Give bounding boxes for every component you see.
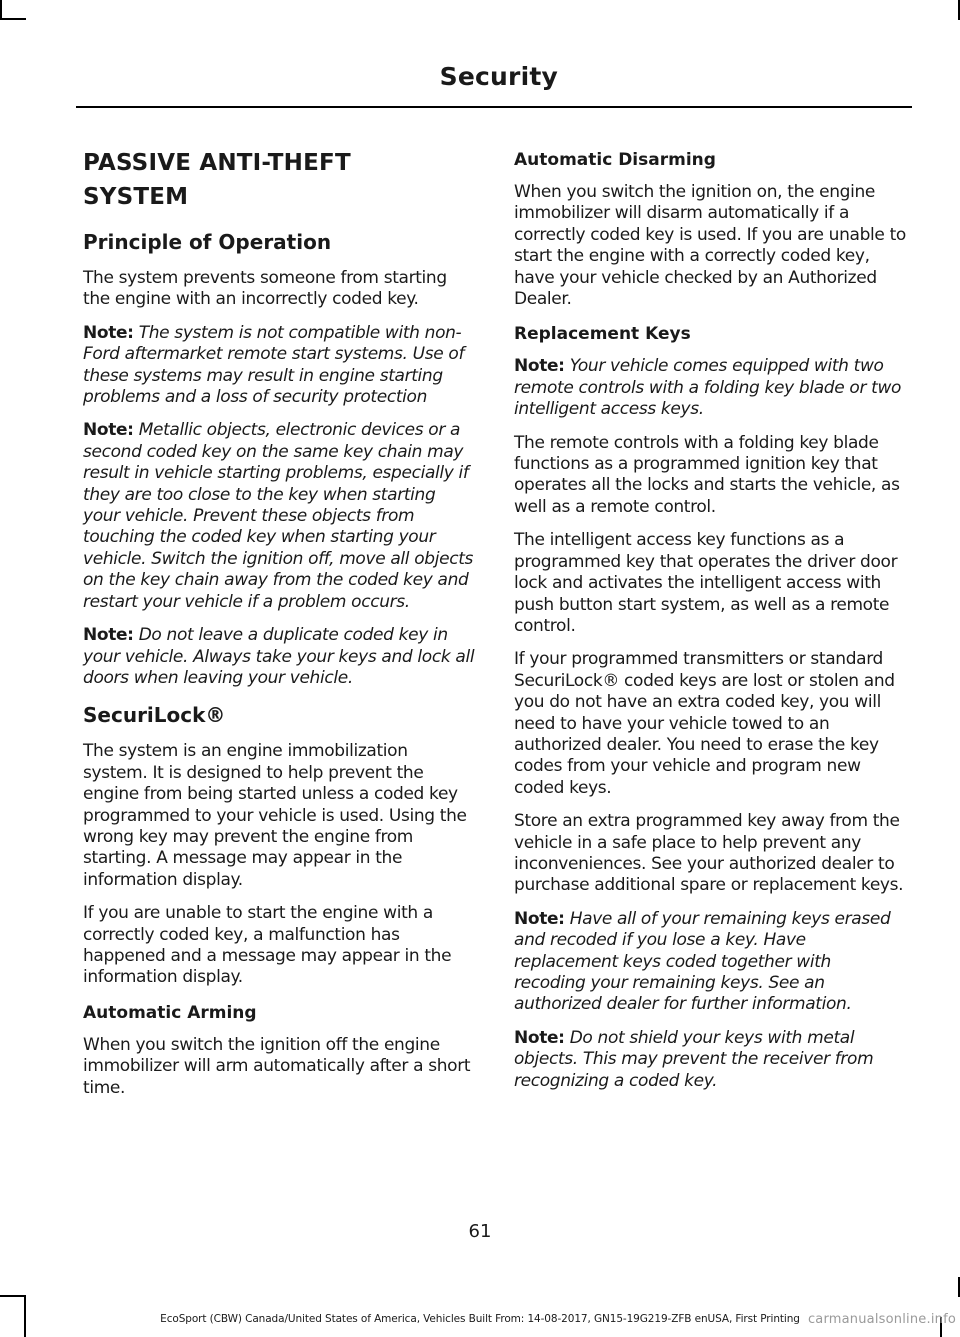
note-text: Have all of your remaining keys erased and recoded if you lose a key. Have replacement keys coded together with recoding your remaining keys. See an authorized dealer for further information. xyxy=(514,908,891,1015)
note-text: The system is not compatible with non-Ford aftermarket remote start systems. Use of these systems may result in engine starting problems and a loss of security protection xyxy=(83,322,465,408)
crop-mark xyxy=(0,18,26,20)
header-divider xyxy=(76,106,912,108)
securilock-heading: SecuriLock® xyxy=(83,703,226,728)
note-label: Note: xyxy=(514,356,565,377)
replacement-paragraph-4: Store an extra programmed key away from the vehicle in a safe place to help prevent any inconveniences. See your authorized dealer to purchase additional spare or replacement keys. xyxy=(514,811,904,896)
arming-paragraph: When you switch the ignition off the engine immobilizer will arm automatically after a short time. xyxy=(83,1034,471,1098)
principle-heading: Principle of Operation xyxy=(83,230,332,254)
section-title: Security xyxy=(439,62,558,91)
footer-text: EcoSport (CBW) Canada/United States of America, Vehicles Built From: 14-08-2017, GN15-19G219-ZFB enUSA, First Printing xyxy=(160,1313,800,1325)
replacement-heading: Replacement Keys xyxy=(514,324,691,345)
note-metallic-objects xyxy=(83,420,475,613)
replacement-paragraph-3: If your programmed transmitters or standard SecuriLock® coded keys are lost or stolen and you do not have an extra coded key, you will need to have your vehicle towed to an authorized dealer. You need to erase the key codes from your vehicle and program new coded keys. xyxy=(514,649,895,798)
securilock-paragraph-1: The system is an engine immobilization system. It is designed to help prevent the engine from being started unless a coded key programmed to your vehicle is used. Using the wrong key may prevent the engine from starting. A message may appear in the information display. xyxy=(83,741,467,890)
note-label: Note: xyxy=(83,625,134,646)
page-number: 61 xyxy=(468,1221,492,1242)
principle-paragraph: The system prevents someone from starting the engine with an incorrectly coded key. xyxy=(83,268,447,310)
note-label: Note: xyxy=(514,1027,565,1048)
right-column xyxy=(514,148,906,1104)
note-text: Your vehicle comes equipped with two remote controls with a folding key blade or two intelligent access keys. xyxy=(514,356,902,420)
note-label: Note: xyxy=(83,322,134,343)
crop-mark xyxy=(0,1295,26,1297)
note-text: Do not shield your keys with metal objects. This may prevent the receiver from recognizing a coded key. xyxy=(514,1027,874,1091)
left-column xyxy=(83,146,475,1111)
note-compatibility xyxy=(83,323,475,409)
disarming-paragraph: When you switch the ignition on, the engine immobilizer will disarm automatically if a correctly coded key is used. If you are unable to start the engine with a correctly coded key, have your vehicle checked by an Authorized Dealer. xyxy=(514,182,906,310)
securilock-paragraph-2: If you are unable to start the engine with a correctly coded key, a malfunction has happened and a message may appear in the information display. xyxy=(83,903,452,988)
note-key-equipment xyxy=(514,356,906,420)
note-duplicate-key xyxy=(83,625,475,689)
arming-heading: Automatic Arming xyxy=(83,1002,257,1023)
crop-mark xyxy=(0,0,2,18)
note-recode-keys xyxy=(514,909,906,1016)
watermark: carmanualsonline.info xyxy=(807,1312,956,1327)
disarming-heading: Automatic Disarming xyxy=(514,150,716,170)
main-heading-line1: PASSIVE ANTI-THEFT xyxy=(83,150,351,176)
note-metal-shield xyxy=(514,1028,906,1092)
main-heading xyxy=(83,146,475,214)
note-text: Do not leave a duplicate coded key in your vehicle. Always take your keys and lock all doors when leaving your vehicle. xyxy=(83,625,475,688)
note-text: Metallic objects, electronic devices or a second coded key on the same key chain may result in vehicle starting problems, especially if they are too close to the key when starting your vehicle. Prevent these objects from touching the coded key when starting your vehicle. Switch the ignition off, move all objects on the key chain away from the coded key and restart your vehicle if a problem occurs. xyxy=(83,420,474,612)
note-label: Note: xyxy=(514,908,565,929)
main-heading-line2: SYSTEM xyxy=(83,184,189,210)
note-label: Note: xyxy=(83,420,134,441)
replacement-paragraph-2: The intelligent access key functions as a programmed key that operates the driver door lock and activates the intelligent access with push button start system, as well as a remote control. xyxy=(514,530,898,636)
replacement-paragraph-1: The remote controls with a folding key blade functions as a programmed ignition key that operates all the locks and starts the vehicle, as well as a remote control. xyxy=(514,432,900,517)
